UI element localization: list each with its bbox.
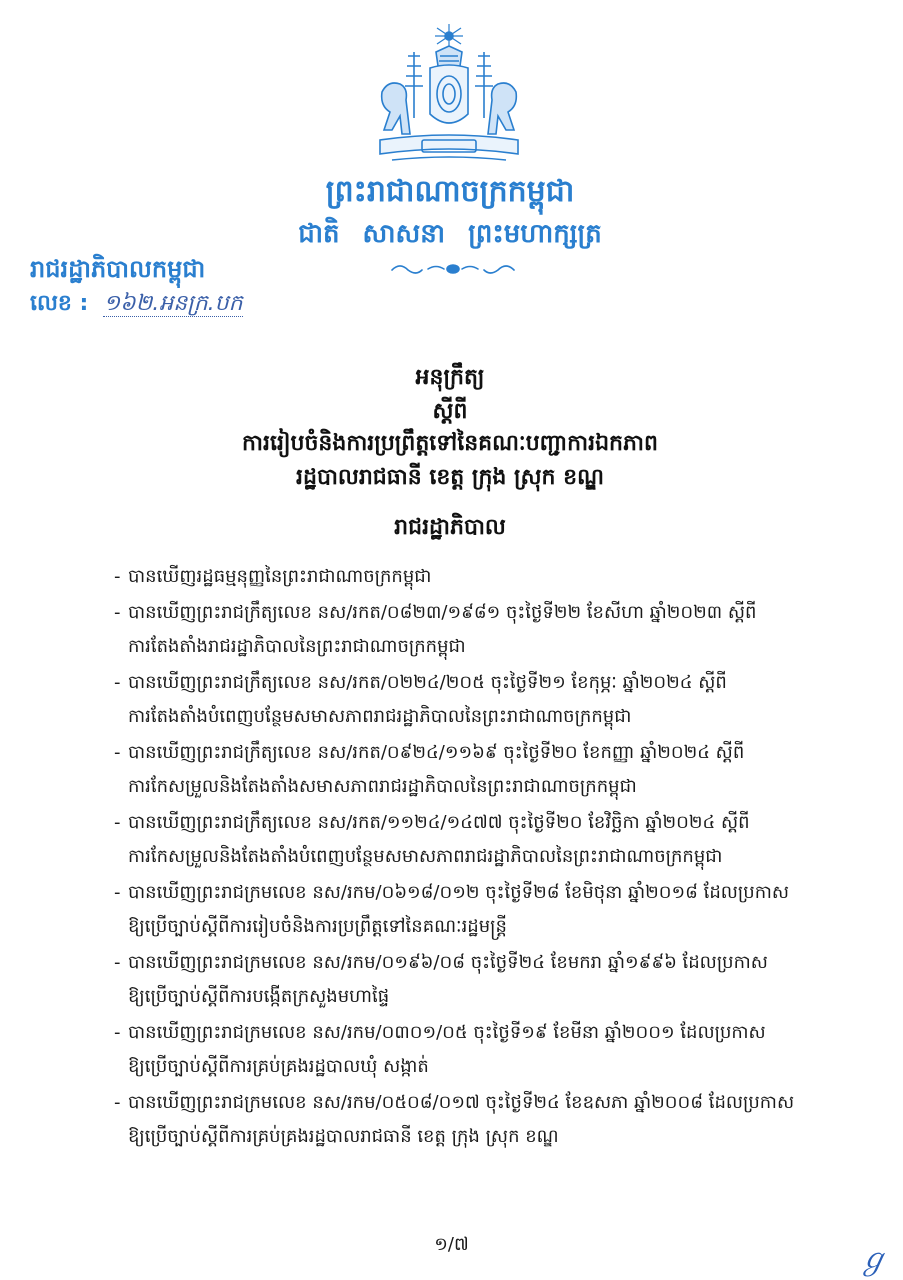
about-label: ស្ដីពី [432, 399, 468, 424]
list-item [114, 666, 834, 734]
list-item-line: ឱ្យប្រើច្បាប់ស្ដីពីការគ្រប់គ្រងរដ្ឋបាលឃុំ សង្កាត់ [128, 1056, 429, 1077]
document-type: អនុក្រឹត្យ [415, 365, 485, 390]
list-item-line: បានឃើញព្រះរាជក្រមលេខ នស/រកម/០៦១៨/០១២ ចុះថ្ងៃទី២៨ ខែមិថុនា ឆ្នាំ២០១៨ ដែលប្រកាស [128, 882, 789, 903]
reference-label: លេខ : [30, 291, 89, 316]
considerations-list [114, 560, 834, 1156]
list-item [114, 876, 834, 944]
list-item-line: បានឃើញព្រះរាជក្រមលេខ នស/រកម/០៥០៨/០១៧ ចុះថ្ងៃទី២៤ ខែឧសភា ឆ្នាំ២០០៨ ដែលប្រកាស [128, 1092, 795, 1113]
list-item-line: ការតែងតាំងរាជរដ្ឋាភិបាលនៃព្រះរាជាណាចក្រកម្ពុជា [128, 636, 466, 657]
subject-line-2: រដ្ឋបាលរាជធានី ខេត្ត ក្រុង ស្រុក ខណ្ឌ [296, 465, 604, 490]
list-item-line: ឱ្យប្រើច្បាប់ស្ដីពីការគ្រប់គ្រងរដ្ឋបាលរាជធានី ខេត្ត ក្រុង ស្រុក ខណ្ឌ [128, 1126, 559, 1147]
list-item-line: បានឃើញព្រះរាជក្រមលេខ នស/រកម/០៣០១/០៥ ចុះថ្ងៃទី១៩ ខែមីនា ឆ្នាំ២០០១ ដែលប្រកាស [128, 1022, 766, 1043]
page-number: ១/៧ [434, 1234, 469, 1255]
list-item-line: ឱ្យប្រើច្បាប់ស្ដីពីការបង្កើតក្រសួងមហាផ្ទៃ [128, 986, 390, 1007]
issuing-government: រាជរដ្ឋាភិបាលកម្ពុជា [30, 255, 206, 283]
royal-arms-of-cambodia-icon [374, 22, 524, 168]
list-item [114, 1016, 834, 1084]
decorative-divider-icon [388, 260, 518, 278]
list-item-line: បានឃើញរដ្ឋធម្មនុញ្ញនៃព្រះរាជាណាចក្រកម្ពុជា [128, 566, 432, 587]
list-item-line: ការតែងតាំងបំពេញបន្ថែមសមាសភាពរាជរដ្ឋាភិបាលនៃព្រះរាជាណាចក្រកម្ពុជា [128, 706, 632, 727]
list-item-line: បានឃើញព្រះរាជក្រមលេខ នស/រកម/០១៩៦/០៨ ចុះថ្ងៃទី២៤ ខែមករា ឆ្នាំ១៩៩៦ ដែលប្រកាស [128, 952, 768, 973]
list-item-line: បានឃើញព្រះរាជក្រឹត្យលេខ នស/រកត/១១២៤/១៤៧៧ ចុះថ្ងៃទី២០ ខែវិច្ឆិកា ឆ្នាំ២០២៤ ស្ដីពី [128, 812, 750, 833]
subject-line-1: ការរៀបចំនិងការប្រព្រឹត្តទៅនៃគណៈបញ្ជាការឯកភាព [242, 431, 658, 456]
list-item [114, 596, 834, 664]
list-item-line: ឱ្យប្រើច្បាប់ស្ដីពីការរៀបចំនិងការប្រព្រឹត្តទៅនៃគណៈរដ្ឋមន្ត្រី [128, 916, 507, 937]
authority-heading: រាជរដ្ឋាភិបាល [394, 515, 506, 540]
list-item-line: បានឃើញព្រះរាជក្រឹត្យលេខ នស/រកត/០២២៤/២០៥ ចុះថ្ងៃទី២១ ខែកុម្ភៈ ឆ្នាំ២០២៤ ស្ដីពី [128, 672, 727, 693]
list-item-line: បានឃើញព្រះរាជក្រឹត្យលេខ នស/រកត/០៨២៣/១៩៨១ ចុះថ្ងៃទី២២ ខែសីហា ឆ្នាំ២០២៣ ស្ដីពី [128, 602, 757, 623]
handwritten-initial: ℊ [858, 1242, 888, 1277]
national-motto: ជាតិ សាសនា ព្រះមហាក្សត្រ [298, 219, 602, 249]
list-item [114, 946, 834, 1014]
list-item [114, 806, 834, 874]
kingdom-name: ព្រះរាជាណាចក្រកម្ពុជា [325, 174, 575, 209]
list-item-line: ការកែសម្រួលនិងតែងតាំងបំពេញបន្ថែមសមាសភាពរាជរដ្ឋាភិបាលនៃព្រះរាជាណាចក្រកម្ពុជា [128, 846, 723, 867]
list-item-line: ការកែសម្រួលនិងតែងតាំងសមាសភាពរាជរដ្ឋាភិបាលនៃព្រះរាជាណាចក្រកម្ពុជា [128, 776, 637, 797]
reference-value: ១៦២.អនក្រ.បក [103, 291, 243, 316]
reference-number [30, 290, 243, 318]
list-item-line: បានឃើញព្រះរាជក្រឹត្យលេខ នស/រកត/០៩២៤/១១៦៩ ចុះថ្ងៃទី២០ ខែកញ្ញា ឆ្នាំ២០២៤ ស្ដីពី [128, 742, 745, 763]
list-item [114, 560, 834, 594]
list-item [114, 1086, 834, 1154]
list-item [114, 736, 834, 804]
